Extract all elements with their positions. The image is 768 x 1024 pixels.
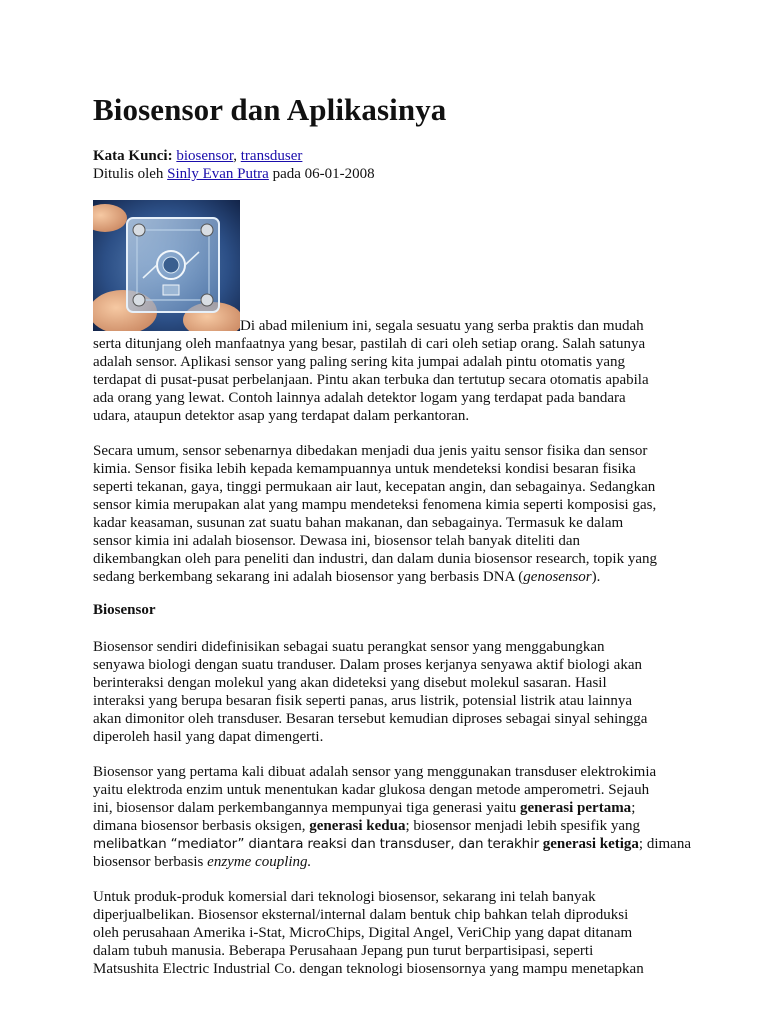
paragraph-line — [93, 817, 683, 835]
bold-term: generasi ketiga — [542, 836, 639, 852]
bold-term: generasi pertama — [519, 800, 632, 816]
text: dimana biosensor berbasis oksigen, — [93, 818, 310, 834]
paragraph-5 — [93, 888, 683, 978]
keyword-separator: , — [233, 148, 237, 164]
paragraph-line: dalam tubuh manusia. Beberapa Perusahaan Jepang pun turut berpartisipasi, seperti — [93, 943, 594, 959]
keyword-link-biosensor[interactable]: biosensor — [176, 148, 234, 164]
biosensor-chip-photo — [93, 200, 240, 331]
paragraph-line: sensor kimia ini adalah biosensor. Dewasa ini, biosensor telah banyak diteliti dan — [93, 533, 580, 549]
paragraph-3 — [93, 638, 683, 746]
keyword-link-transduser[interactable]: transduser — [240, 148, 303, 164]
paragraph-line: Matsushita Electric Industrial Co. dengan teknologi biosensornya yang mampu menetapkan — [93, 961, 644, 977]
paragraph-line: Secara umum, sensor sebenarnya dibedakan menjadi dua jenis yaitu sensor fisika dan sensor — [93, 443, 648, 459]
paragraph-line: senyawa biologi dengan suatu tranduser. Dalam proses kerjanya senyawa aktif biologi akan — [93, 657, 643, 673]
paragraph-line: kadar keasaman, susunan zat suatu bahan makanan, dan sebagainya. Termasuk ke dalam — [93, 515, 624, 531]
paragraph-line: yaitu elektroda enzim untuk menentukan kadar glukosa dengan metode amperometri. Sejauh — [93, 782, 650, 798]
paragraph-1 — [93, 335, 683, 425]
paragraph-line: oleh perusahaan Amerika i-Stat, MicroChips, Digital Angel, VeriChip yang dapat ditanam — [93, 925, 633, 941]
paragraph-line: ada orang yang lewat. Contoh lainnya adalah detektor logam yang terdapat pada bandara — [93, 390, 626, 406]
paragraph-line — [93, 799, 683, 817]
byline — [93, 165, 375, 183]
paragraph-line: adalah sensor. Aplikasi sensor yang paling sering kita jumpai adalah pintu otomatis yang — [93, 354, 625, 370]
paragraph-line: serta ditunjang oleh manfaatnya yang besar, pastilah di cari oleh setiap orang. Salah satunya — [93, 336, 646, 352]
keywords-line — [93, 147, 375, 165]
paragraph-line: kimia. Sensor fisika lebih kepada kemampuannya untuk mendeteksi kondisi besaran fisika — [93, 461, 636, 477]
section-heading-biosensor: Biosensor — [93, 602, 156, 618]
paragraph-line: interaksi yang berupa besaran fisik seperti panas, arus listrik, potensial listrik atau lainnya — [93, 693, 633, 709]
paragraph-line: udara, ataupun detektor asap yang terdapat dalam perkantoran. — [93, 408, 470, 424]
italic-term: enzyme coupling. — [207, 854, 312, 870]
paragraph-line: berinteraksi dengan molekul yang akan dideteksi yang disebut molekul sasaran. Hasil — [93, 675, 607, 691]
article-title: Biosensor dan Aplikasinya — [93, 92, 447, 127]
biosensor-chip-image — [93, 200, 240, 331]
text: ; — [631, 800, 636, 816]
paragraph1-first-line: Di abad milenium ini, segala sesuatu yang serba praktis dan mudah — [240, 318, 644, 334]
text: ). — [591, 569, 601, 585]
italic-term: genosensor — [523, 569, 592, 585]
author-link[interactable]: Sinly Evan Putra — [167, 166, 269, 182]
paragraph-line — [93, 853, 683, 871]
text: ini, biosensor dalam perkembangannya mempunyai tiga generasi yaitu — [93, 800, 520, 816]
byline-on: pada — [272, 166, 301, 182]
paragraph-line: seperti tekanan, gaya, tinggi permukaan air laut, kecepatan angin, dan sebagainya. Sedangkan — [93, 479, 656, 495]
paragraph-line: terdapat di pusat-pusat perbelanjaan. Pintu akan terbuka dan tertutup secara otomatis apabila — [93, 372, 649, 388]
article-meta — [93, 147, 375, 183]
paragraph-4 — [93, 763, 691, 871]
text: sedang berkembang sekarang ini adalah biosensor yang berbasis DNA ( — [93, 569, 524, 585]
text-sans: melibatkan “mediator” diantara reaksi dan transduser, dan terakhir — [93, 836, 539, 852]
publish-date: 06-01-2008 — [304, 166, 375, 182]
paragraph-line — [93, 835, 691, 853]
paragraph-line: Biosensor sendiri didefinisikan sebagai suatu perangkat sensor yang menggabungkan — [93, 639, 605, 655]
bold-term: generasi kedua — [309, 818, 406, 834]
paragraph-2 — [93, 442, 683, 586]
text: biosensor berbasis — [93, 854, 208, 870]
paragraph-line — [93, 568, 683, 586]
text: ; biosensor menjadi lebih spesifik yang — [405, 818, 641, 834]
paragraph-line: sensor kimia merupakan alat yang mampu mendeteksi fenomena kimia seperti komposisi gas, — [93, 497, 657, 513]
paragraph-line: Biosensor yang pertama kali dibuat adalah sensor yang menggunakan transduser elektrokimia — [93, 764, 657, 780]
paragraph-line: diperoleh hasil yang dapat dimengerti. — [93, 729, 324, 745]
paragraph-line: akan dimonitor oleh transduser. Besaran tersebut kemudian diproses sebagai sinyal sehingga — [93, 711, 648, 727]
byline-written-by: Ditulis oleh — [93, 166, 164, 182]
text: ; dimana — [638, 836, 691, 852]
paragraph-line: dikembangkan oleh para peneliti dan industri, dan dalam dunia biosensor research, topik yang — [93, 551, 658, 567]
paragraph-line: Untuk produk-produk komersial dari teknologi biosensor, sekarang ini telah banyak — [93, 889, 596, 905]
paragraph-line: diperjualbelikan. Biosensor eksternal/internal dalam bentuk chip bahkan telah diproduksi — [93, 907, 629, 923]
keywords-label: Kata Kunci: — [93, 148, 173, 164]
